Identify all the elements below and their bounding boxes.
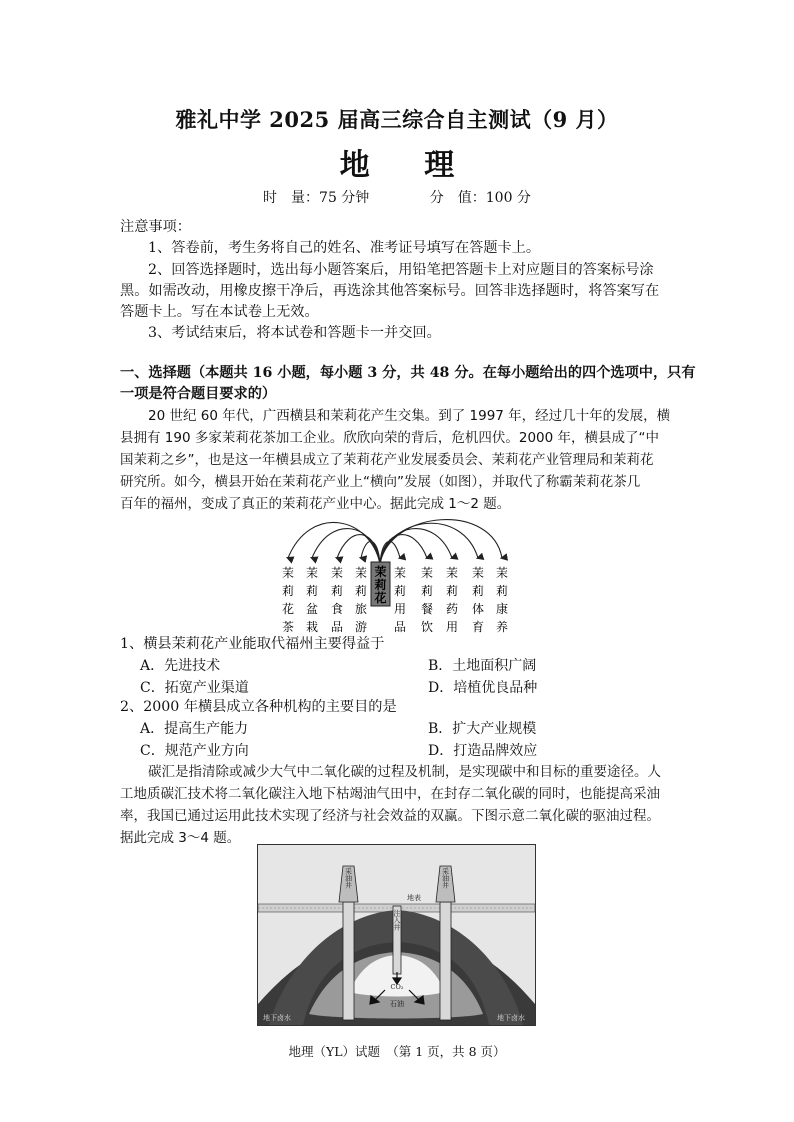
left-brine-label: 地下卤水 bbox=[263, 1014, 291, 1022]
page-footer: 地理（YL）试题 （第 1 页，共 8 页） bbox=[288, 1044, 506, 1059]
left-production-well bbox=[343, 902, 354, 1020]
industry-node-label bbox=[421, 566, 433, 634]
industry-node-label bbox=[446, 566, 458, 634]
surface-label: 地表 bbox=[407, 894, 421, 902]
industry-node-text: 茉莉花茶 bbox=[281, 566, 295, 634]
question-2-option-b[interactable]: B．扩大产业规模 bbox=[428, 721, 537, 737]
center-node-text: 茉莉花 bbox=[374, 565, 387, 605]
question-1-option-a[interactable]: A．先进技术 bbox=[140, 658, 221, 674]
question-2-option-d[interactable]: D．打造品牌效应 bbox=[428, 743, 538, 759]
arrow-sports bbox=[380, 523, 478, 564]
industry-node-text: 茉莉药用 bbox=[445, 566, 459, 634]
arrow-tea bbox=[288, 522, 380, 564]
notice-item: 2、回答选择题时，选出每小题答案后，用铅笔把答题卡上对应题目的答案标号涂 bbox=[148, 262, 654, 278]
industry-node-text: 茉莉餐饮 bbox=[420, 566, 434, 634]
industry-node-text: 茉莉用品 bbox=[393, 566, 407, 634]
question-2-option-c[interactable]: C．规范产业方向 bbox=[140, 743, 249, 759]
co2-flooding-diagram bbox=[257, 844, 536, 1026]
question-2-stem: 2、2000 年横县成立各种机构的主要目的是 bbox=[120, 699, 397, 715]
industry-node-label bbox=[496, 566, 508, 634]
total-score: 分 值：100 分 bbox=[429, 190, 531, 206]
notice-item: 答题卡上。写在本试卷上无效。 bbox=[120, 304, 319, 320]
notice-item: 黑。如需改动，用橡皮擦干净后，再选涂其他答案标号。回答非选择题时，将答案写在 bbox=[120, 283, 660, 299]
exam-title: 雅礼中学 2025 届高三综合自主测试（9 月） bbox=[175, 107, 619, 132]
industry-node-label bbox=[282, 566, 294, 634]
passage-line: 百年的福州，变成了真正的茉莉花产业中心。据此完成 1～2 题。 bbox=[120, 496, 511, 512]
center-label bbox=[373, 564, 386, 605]
arrow-medicine bbox=[380, 529, 452, 564]
question-1-stem: 1、横县茉莉花产业能取代福州主要得益于 bbox=[120, 636, 385, 652]
diagram-arrows bbox=[288, 520, 502, 564]
jasmine-industry-diagram bbox=[270, 506, 530, 634]
industry-node-label bbox=[331, 566, 343, 634]
industry-node-label bbox=[394, 566, 406, 634]
passage-line: 20 世纪 60 年代，广西横县和茉莉花产生交集。到了 1997 年，经过几十年的发展，横 bbox=[148, 408, 671, 424]
passage-line: 率，我国已通过运用此技术实现了经济与社会效益的双赢。下图示意二氧化碳的驱油过程。 bbox=[120, 808, 660, 824]
arrow-wellness bbox=[380, 520, 502, 564]
left-well-label: 采油井 bbox=[344, 867, 353, 889]
right-brine-label: 地下卤水 bbox=[497, 1014, 525, 1022]
arrow-potted bbox=[312, 529, 380, 564]
industry-node-label bbox=[472, 566, 484, 634]
right-production-well bbox=[440, 902, 451, 1020]
industry-node-label bbox=[306, 566, 318, 634]
question-1-option-b[interactable]: B．土地面积广阔 bbox=[428, 658, 537, 674]
industry-node-text: 茉莉体育 bbox=[471, 566, 485, 634]
passage-line: 据此完成 3～4 题。 bbox=[120, 830, 241, 846]
co2-label: CO₂ bbox=[390, 983, 404, 991]
exam-info bbox=[0, 187, 794, 207]
industry-node-text: 茉莉食品 bbox=[330, 566, 344, 634]
passage-line: 国茉莉之乡”，也是这一年横县成立了茉莉花产业发展委员会、茉莉花产业管理局和茉莉花 bbox=[120, 452, 654, 468]
oil-label: 石油 bbox=[390, 1000, 404, 1008]
notice-item: 1、答卷前，考生务将自己的姓名、准考证号填写在答题卡上。 bbox=[148, 240, 541, 256]
arrow-dining bbox=[380, 535, 427, 564]
industry-node-label bbox=[355, 566, 367, 634]
diagram-node-labels bbox=[282, 566, 508, 634]
passage-line: 碳汇是指清除或减少大气中二氧化碳的过程及机制，是实现碳中和目标的重要途径。人 bbox=[148, 764, 661, 780]
industry-node-text: 茉莉旅游 bbox=[354, 566, 368, 634]
arrow-food bbox=[337, 535, 380, 564]
industry-node-text: 茉莉盆栽 bbox=[305, 566, 319, 634]
injection-well-label: 注入井 bbox=[393, 909, 401, 931]
notice-heading: 注意事项： bbox=[120, 219, 191, 235]
section-heading: 一、选择题（本题共 16 小题，每小题 3 分，共 48 分。在每小题给出的四个选项中，只有 bbox=[120, 365, 696, 381]
industry-node-text: 茉莉康养 bbox=[495, 566, 509, 634]
passage-line: 研究所。如今，横县开始在茉莉花产业上“横向”发展（如图），并取代了称霸茉莉花茶几 bbox=[120, 474, 641, 490]
notice-item: 3、考试结束后，将本试卷和答题卡一并交回。 bbox=[148, 325, 441, 341]
question-1-option-c[interactable]: C．拓宽产业渠道 bbox=[140, 680, 249, 696]
passage-line: 县拥有 190 多家茉莉花茶加工企业。欣欣向荣的背后，危机四伏。2000 年，横县成了“中 bbox=[120, 430, 659, 446]
question-2-option-a[interactable]: A．提高生产能力 bbox=[140, 721, 249, 737]
subject-title: 地 理 bbox=[339, 148, 477, 183]
time-limit: 时 量：75 分钟 bbox=[263, 190, 370, 206]
right-well-label: 采油井 bbox=[441, 867, 450, 889]
section-heading-cont: 一项是符合题目要求的） bbox=[120, 386, 277, 402]
question-1-option-d[interactable]: D．培植优良品种 bbox=[428, 680, 538, 696]
passage-line: 工地质碳汇技术将二氧化碳注入地下枯竭油气田中，在封存二氧化碳的同时，也能提高采油 bbox=[120, 786, 660, 802]
